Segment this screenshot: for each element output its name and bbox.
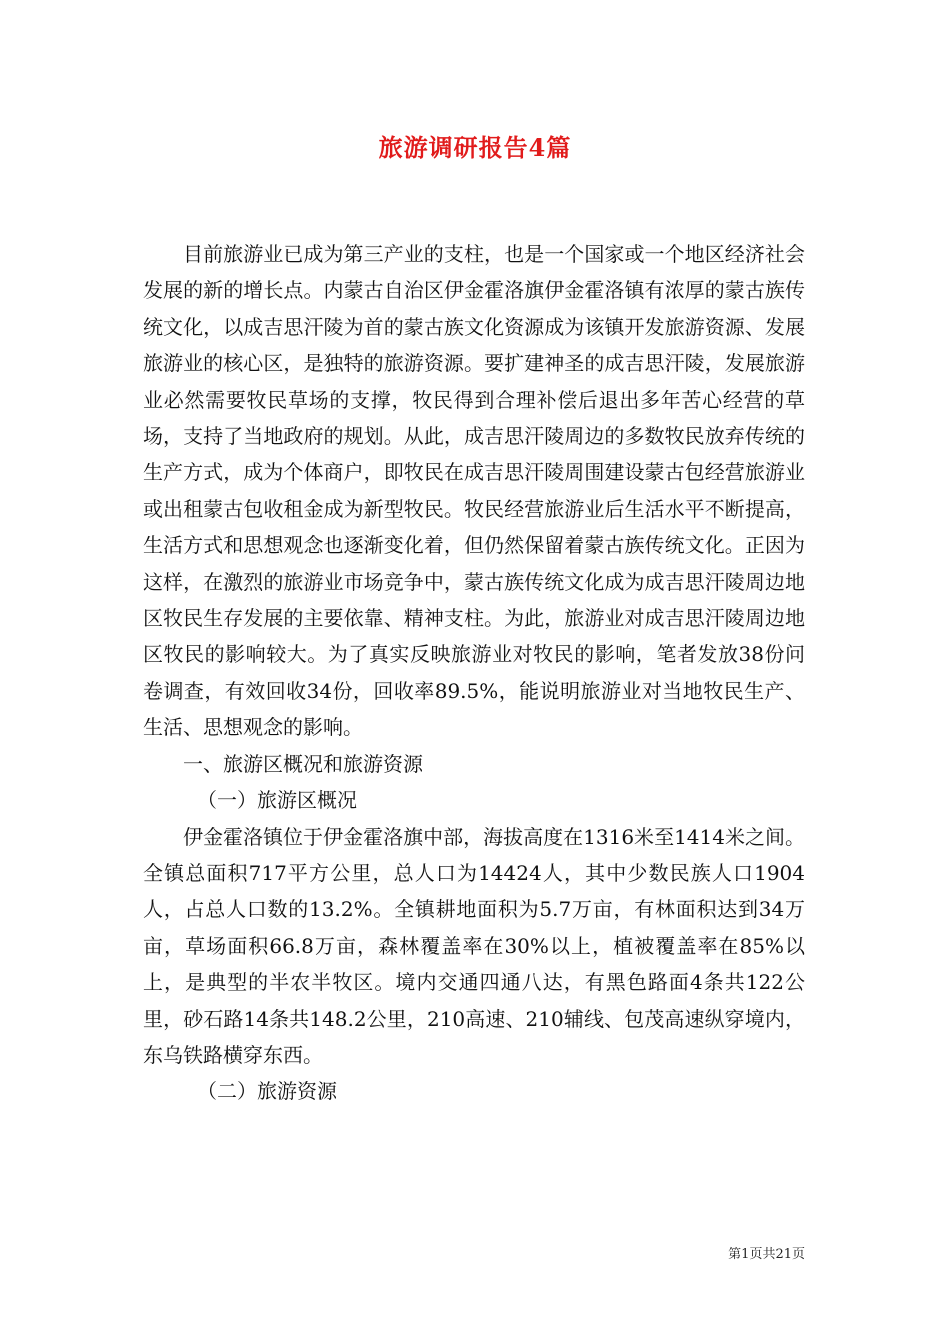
- overview-paragraph: 伊金霍洛镇位于伊金霍洛旗中部，海拔高度在1316米至1414米之间。全镇总面积717平方公里，总人口为14424人，其中少数民族人口1904人，占总人口数的13.2%。全镇耕地面积为5.7万亩，有林面积达到34万亩，草场面积66.8万亩，森林覆盖率在30%以上，植被覆盖率在85%以上，是典型的半农半牧区。境内交通四通八达，有黑色路面4条共122公里，砂石路14条共148.2公里，210高速、210辅线、包茂高速纵穿境内，东乌铁路横穿东西。: [143, 824, 805, 1067]
- section-heading-1: 一、旅游区概况和旅游资源: [183, 751, 423, 776]
- intro-paragraph: 目前旅游业已成为第三产业的支柱，也是一个国家或一个地区经济社会发展的新的增长点。内蒙古自治区伊金霍洛旗伊金霍洛镇有浓厚的蒙古族传统文化，以成吉思汗陵为首的蒙古族文化资源成为该镇开发旅游资源、发展旅游业的核心区，是独特的旅游资源。要扩建神圣的成吉思汗陵，发展旅游业必然需要牧民草场的支撑，牧民得到合理补偿后退出多年苦心经营的草场，支持了当地政府的规划。从此，成吉思汗陵周边的多数牧民放弃传统的生产方式，成为个体商户，即牧民在成吉思汗陵周围建设蒙古包经营旅游业或出租蒙古包收租金成为新型牧民。牧民经营旅游业后生活水平不断提高，生活方式和思想观念也逐渐变化着，但仍然保留着蒙古族传统文化。正因为这样，在激烈的旅游业市场竞争中，蒙古族传统文化成为成吉思汗陵周边地区牧民生存发展的主要依靠、精神支柱。为此，旅游业对成吉思汗陵周边地区牧民的影响较大。为了真实反映旅游业对牧民的影响，笔者发放38份问卷调查，有效回收34份，回收率89.5%，能说明旅游业对当地牧民生产、生活、思想观念的影响。: [143, 242, 805, 740]
- page-number-footer: 第1页共21页: [728, 1247, 805, 1262]
- document-body: [143, 236, 805, 1110]
- subsection-heading-1: （一）旅游区概况: [197, 788, 357, 813]
- subsection-heading-2: （二）旅游资源: [197, 1079, 337, 1104]
- document-title: 旅游调研报告4篇: [378, 133, 572, 162]
